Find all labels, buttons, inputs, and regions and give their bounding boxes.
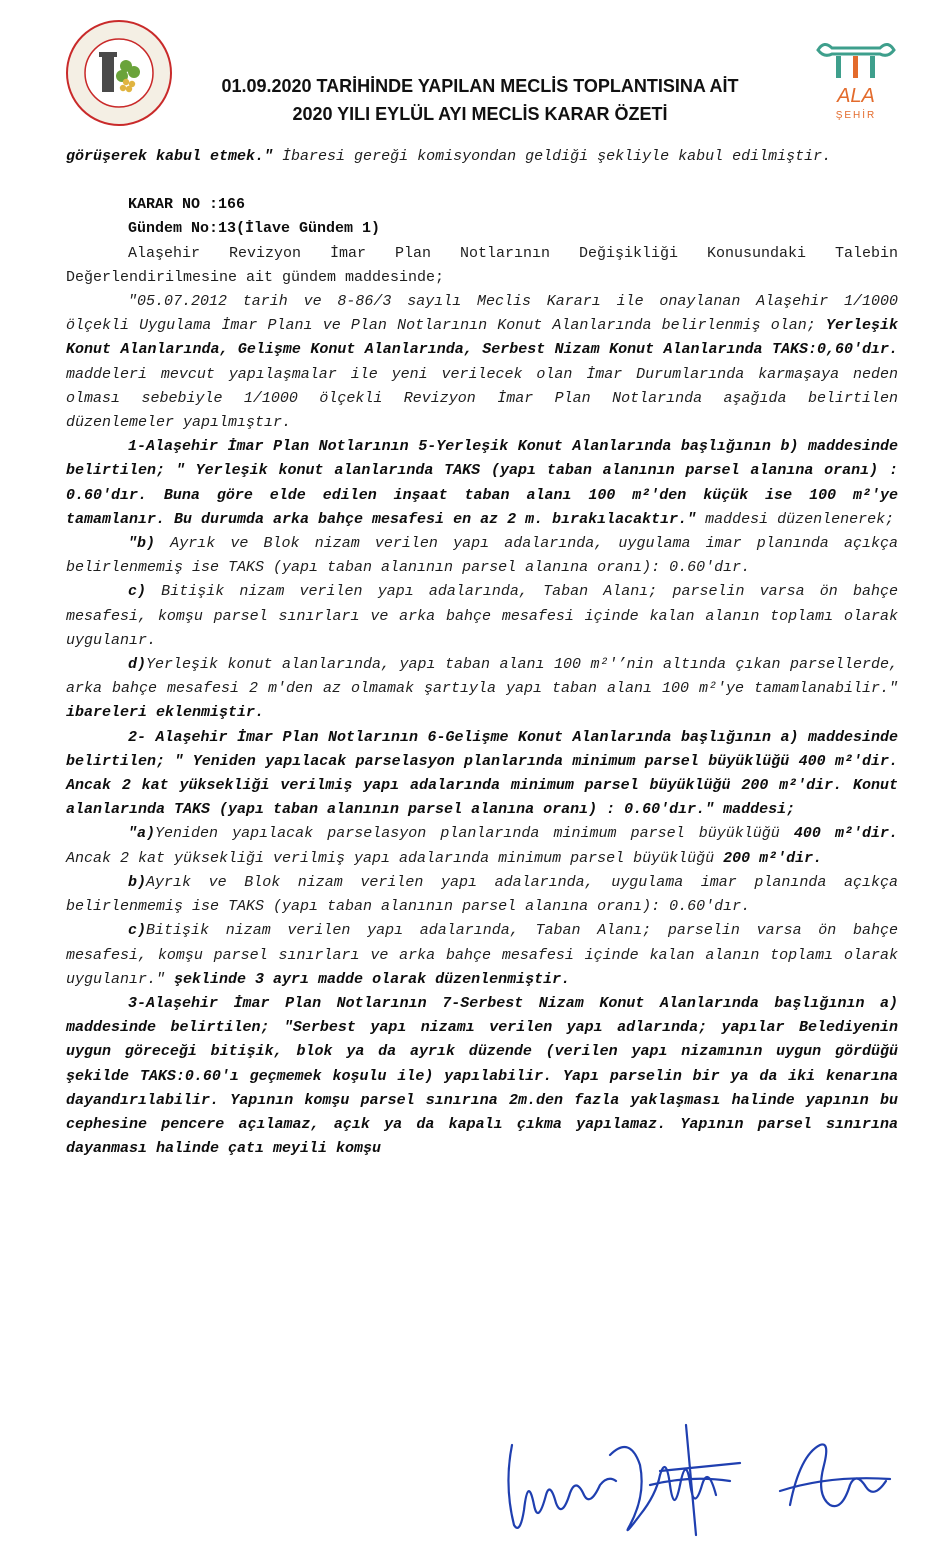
document-header <box>0 0 944 140</box>
section-1-item-b: "b) Ayrık ve Blok nizam verilen yapı adalarında, uygulama imar planında açıkça belirlenmemiş ise TAKS (yapı taban alanının parsel alanına oranı): 0.60'dır. <box>66 535 898 577</box>
gundem-no: Gündem No:13(İlave Gündem 1) <box>128 220 381 238</box>
handwritten-signatures-icon <box>490 1415 910 1545</box>
section-2: 2- Alaşehir İmar Plan Notlarının 6-Gelişme Konut Alanlarında başlığının a) maddesinde belirtilen; " Yeniden yapılacak parselasyon planlarında minimum parsel büyüklüğü 400 m²'dir. Ancak 2 kat yüksekliği verilmiş yapı adalarında minimum parsel büyüklüğü 200 m²'dir. Konut alanlarında TAKS (yapı taban alanının parsel alanına oranı) : 0.60'dır." maddesi; <box>66 728 898 819</box>
section-1: 1-Alaşehir İmar Plan Notlarının 5-Yerleşik Konut Alanlarında başlığının b) maddesinde belirtilen; " Yerleşik konut alanlarında TAKS (yapı taban alanının parsel alanına oranı) : 0.60'dır. Buna göre elde edilen inşaat taban alanı 100 m²'den küçük ise 100 m²'ye tamamlanır. Bu durumda arka bahçe mesafesi en az 2 m. bırakılacaktır." maddesi düzenlenerek; <box>66 438 898 528</box>
section-1-item-d: d)Yerleşik konut alanlarında, yapı taban alanı 100 m²'’nin altında çıkan parsellerde, arka bahçe mesafesi 2 m'den az olmamak şartıyla yapı taban alanı 100 m²'ye tamamlanabilir." ibareleri eklenmiştir. <box>66 656 898 722</box>
svg-text:ŞEHİR: ŞEHİR <box>835 110 877 121</box>
section-3: 3-Alaşehir İmar Plan Notlarının 7-Serbest Nizam Konut Alanlarında başlığının a) maddesinde belirtilen; "Serbest yapı nizamı verilen yapı adlarında; yapılar Belediyenin uygun göreceği bitişik, blok ya da ayrık düzende (verilen yapı nizamının uygun gördüğü şekilde TAKS:0.60'ı geçmemek koşulu ile) yapılabilir. Yapı parselin bir ya da iki kenarına dayandırılabilir. Yapının komşu parsel sınırına 2m.den fazla yaklaşması halinde yapının bu cephesine pencere açılamaz, açık ya da kapalı çıkma yapılamaz. Yapının parsel sınırına dayanması halinde çatı meyili komşu <box>66 994 898 1158</box>
document-body <box>66 145 898 1161</box>
ala-sehir-column-logo-icon <box>810 36 902 126</box>
section-1-item-c: c) Bitişik nizam verilen yapı adalarında, Taban Alanı; parselin varsa ön bahçe mesafesi, komşu parsel sınırları ve arka bahçe mesafesi içinde kalan alanın toplamı olarak uygulanır. <box>66 583 898 649</box>
page-title: 01.09.2020 TARİHİNDE YAPILAN MECLİS TOPLANTISINA AİT <box>221 76 739 96</box>
karar-no: KARAR NO :166 <box>128 196 246 214</box>
alasehir-belediyesi-seal-icon <box>64 18 174 128</box>
section-2-item-c: c)Bitişik nizam verilen yapı adalarında, Taban Alanı; parselin varsa ön bahçe mesafesi, komşu parsel sınırları ve arka bahçe mesafesi içinde kalan alanın toplamı olarak uygulanır." şeklinde 3 ayrı madde olarak düzenlenmiştir. <box>66 922 898 988</box>
paragraph-decision: "05.07.2012 tarih ve 8-86/3 sayılı Meclis Kararı ile onaylanan Alaşehir 1/1000 ölçekli Uygulama İmar Planı ve Plan Notlarının Konut Alanlarında belirlenmiş olan; Yerleşik Konut Alanlarında, Gelişme Konut Alanlarında, Serbest Nizam Konut Alanlarında TAKS:0,60'dır. maddeleri mevcut yapılaşmalar ile yeni verilecek olan İmar Durumlarında karmaşaya neden olması sebebiyle 1/1000 ölçekli Revizyon İmar Plan Notlarında aşağıda belirtilen düzenlemeler yapılmıştır. <box>66 293 898 432</box>
section-2-item-b: b)Ayrık ve Blok nizam verilen yapı adalarında, uygulama imar planında açıkça belirlenmemiş ise TAKS (yapı taban alanının parsel alanına oranı): 0.60'dır. <box>66 873 898 916</box>
subject-paragraph: Alaşehir Revizyon İmar Plan Notlarının Değişikliği Konusundaki Talebin Değerlendirilmesine ait gündem maddesinde; <box>66 244 898 286</box>
paragraph-intro: görüşerek kabul etmek." İbaresi gereği komisyondan geldiği şekliyle kabul edilmiştir. <box>66 148 832 165</box>
page-subtitle: 2020 YILI EYLÜL AYI MECLİS KARAR ÖZETİ <box>292 104 668 124</box>
svg-text:ALA: ALA <box>837 85 875 107</box>
section-2-item-a: "a)Yeniden yapılacak parselasyon planlarında minimum parsel büyüklüğü 400 m²'dir. Ancak 2 kat yüksekliği verilmiş yapı adalarında minimum parsel büyüklüğü 200 m²'dir. <box>66 825 898 867</box>
